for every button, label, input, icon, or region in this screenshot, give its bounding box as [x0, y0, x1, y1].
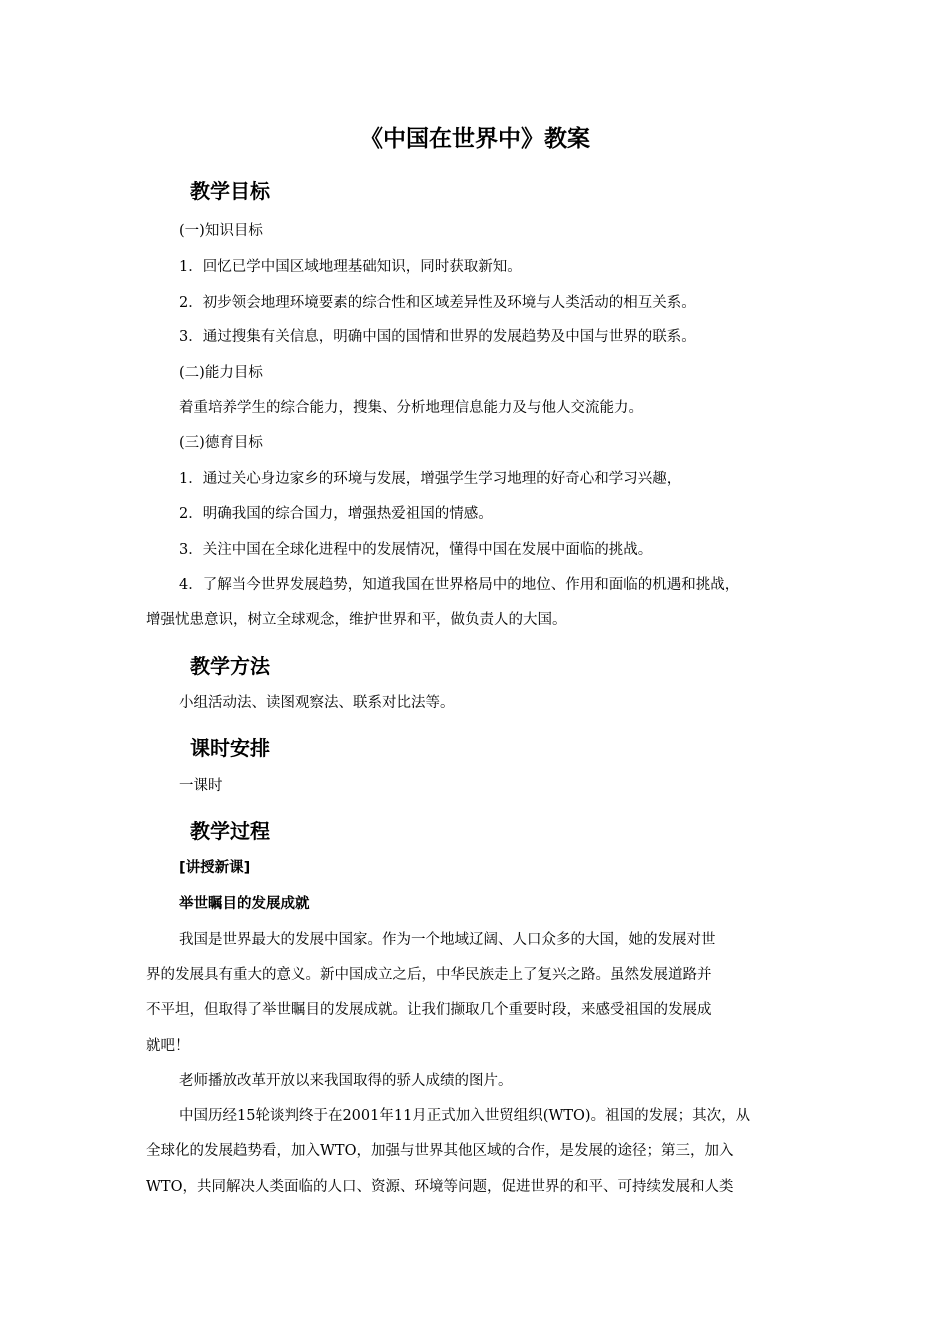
document-title: 《中国在世界中》教案 — [360, 126, 590, 152]
paragraph-line: 界的发展具有重大的意义。新中国成立之后，中华民族走上了复兴之路。虽然发展道路并 — [146, 967, 712, 983]
teaching-methods-text: 小组活动法、读图观察法、联系对比法等。 — [179, 695, 455, 711]
moral-goal-3: 3．关注中国在全球化进程中的发展情况，懂得中国在发展中面临的挑战。 — [179, 542, 653, 558]
process-subheading-new-lesson: [讲授新课] — [179, 860, 251, 876]
paragraph-line: 我国是世界最大的发展中国家。作为一个地域辽阔、人口众多的大国，她的发展对世 — [179, 932, 716, 948]
paragraph-line: 中国历经15轮谈判终于在2001年11月正式加入世贸组织(WTO)。祖国的发展；其次，从 — [179, 1108, 751, 1124]
knowledge-goal-3: 3．通过搜集有关信息，明确中国的国情和世界的发展趋势及中国与世界的联系。 — [179, 329, 696, 345]
knowledge-goal-2: 2．初步领会地理环境要素的综合性和区域差异性及环境与人类活动的相互关系。 — [179, 295, 696, 311]
moral-goal-4-line-1: 4．了解当今世界发展趋势，知道我国在世界格局中的地位、作用和面临的机遇和挑战， — [179, 577, 740, 593]
paragraph-line: 全球化的发展趋势看，加入WTO，加强与世界其他区域的合作，是发展的途径；第三，加入 — [146, 1143, 734, 1159]
paragraph-line: 就吧！ — [146, 1038, 190, 1054]
ability-goals-label: (二)能力目标 — [179, 365, 263, 381]
heading-teaching-goals: 教学目标 — [190, 179, 270, 203]
moral-goal-2: 2．明确我国的综合国力，增强热爱祖国的情感。 — [179, 506, 493, 522]
ability-goals-text: 着重培养学生的综合能力，搜集、分析地理信息能力及与他人交流能力。 — [179, 400, 643, 416]
knowledge-goals-label: (一)知识目标 — [179, 223, 263, 239]
class-schedule-text: 一课时 — [179, 778, 223, 794]
heading-teaching-process: 教学过程 — [190, 819, 270, 843]
paragraph-line: 老师播放改革开放以来我国取得的骄人成绩的图片。 — [179, 1073, 513, 1089]
heading-class-schedule: 课时安排 — [190, 736, 270, 760]
moral-goal-4-line-2: 增强忧患意识，树立全球观念，维护世界和平，做负责人的大国。 — [146, 612, 567, 628]
process-subheading-achievements: 举世瞩目的发展成就 — [179, 896, 310, 912]
heading-teaching-methods: 教学方法 — [190, 654, 270, 678]
moral-goal-1: 1．通过关心身边家乡的环境与发展，增强学生学习地理的好奇心和学习兴趣， — [179, 471, 682, 487]
knowledge-goal-1: 1．回忆已学中国区域地理基础知识，同时获取新知。 — [179, 259, 522, 275]
paragraph-line: WTO，共同解决人类面临的人口、资源、环境等问题，促进世界的和平、可持续发展和人类 — [146, 1179, 734, 1195]
moral-goals-label: (三)德育目标 — [179, 435, 263, 451]
paragraph-line: 不平坦，但取得了举世瞩目的发展成就。让我们撷取几个重要时段，来感受祖国的发展成 — [146, 1002, 712, 1018]
